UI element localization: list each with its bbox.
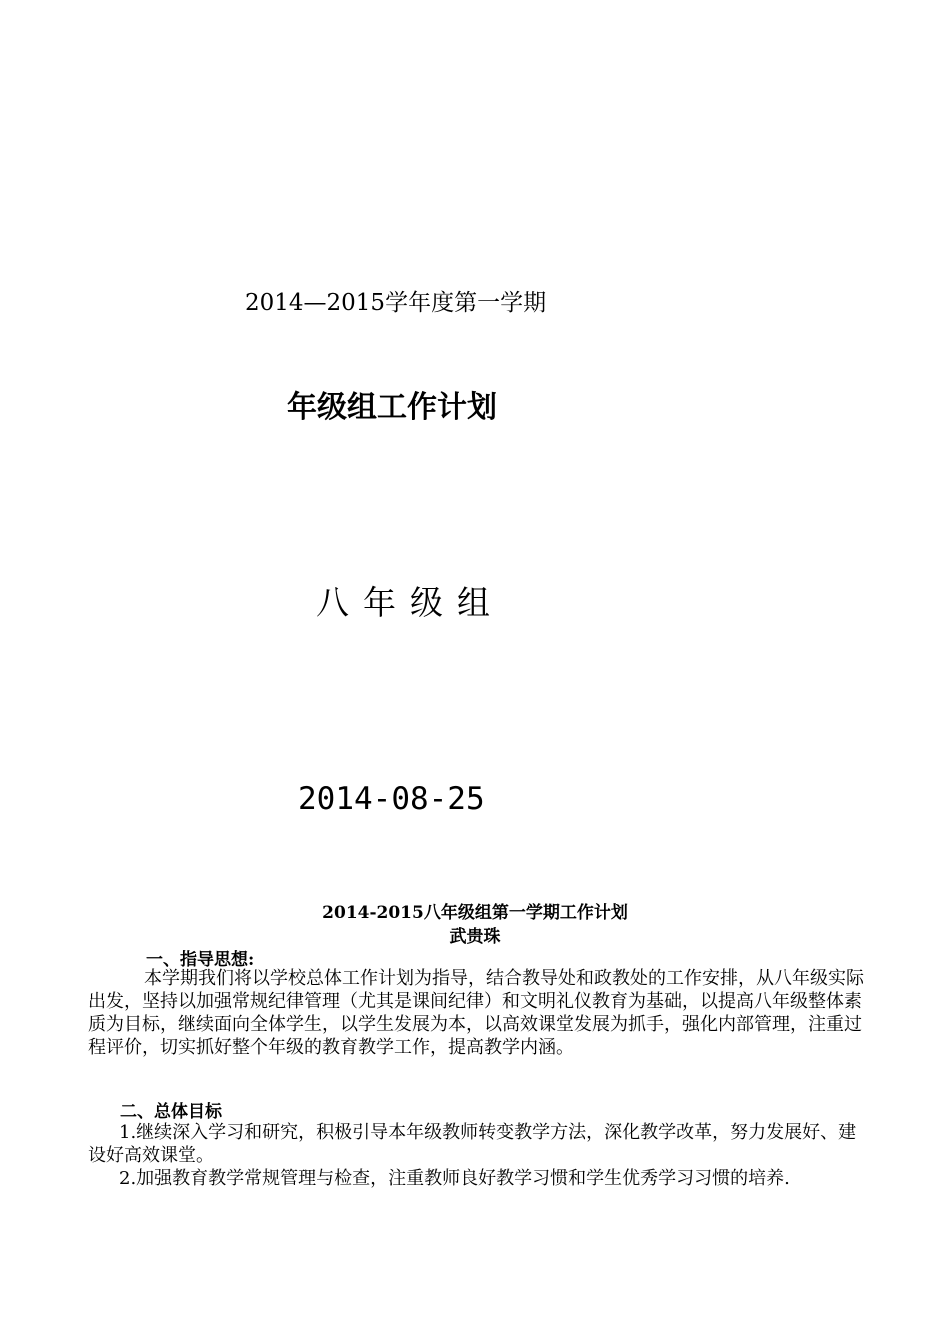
cover-year-term: 2014—2015学年度第一学期: [245, 290, 547, 316]
section-heading-overall-goals: 二、总体目标: [120, 1102, 222, 1122]
section-paragraph-guiding-thought: 本学期我们将以学校总体工作计划为指导，结合教导处和政教处的工作安排，从八年级实际出发，坚持以加强常规纪律管理（尤其是课间纪律）和文明礼仪教育为基础，以提高八年级整体素质为目标，继续面向全体学生，以学生发展为本，以高效课堂发展为抓手，强化内部管理，注重过程评价，切实抓好整个年级的教育教学工作，提高教学内涵。: [88, 968, 864, 1058]
plan-title: 2014-2015八年级组第一学期工作计划: [322, 903, 628, 923]
section-heading-guiding-thought: 一、指导思想:: [146, 950, 255, 970]
cover-plan-name: 年级组工作计划: [287, 390, 497, 425]
goal-item-2: 2.加强教育教学常规管理与检查，注重教师良好教学习惯和学生优秀学习习惯的培养.: [119, 1168, 790, 1189]
plan-author: 武贵珠: [449, 927, 501, 947]
cover-group-name: 八年级组: [316, 583, 504, 622]
goal-item-1: 1.继续深入学习和研究，积极引导本年级教师转变教学方法，深化教学改革，努力发展好、建设好高效课堂。: [88, 1122, 857, 1166]
cover-date: 2014-08-25: [298, 781, 485, 817]
